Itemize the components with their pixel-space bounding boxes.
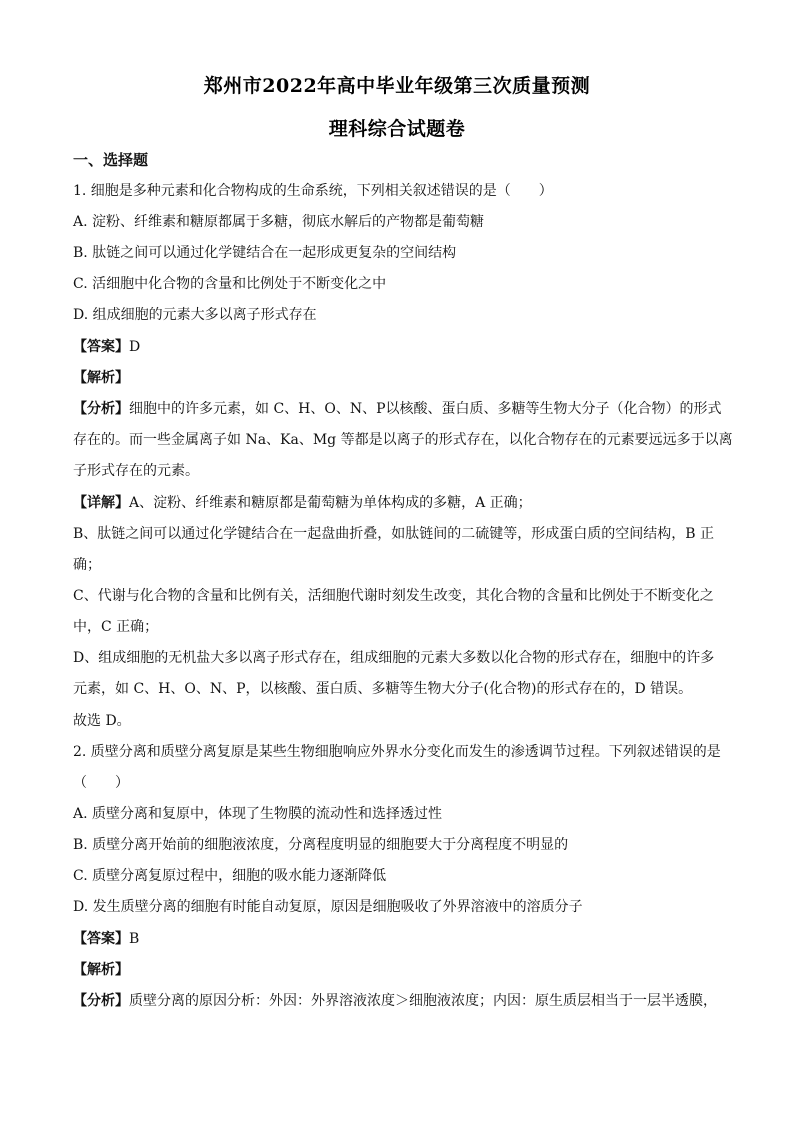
- exam-title: 郑州市2022年高中毕业年级第三次质量预测: [203, 75, 591, 97]
- question-1-stem: 1. 细胞是多种元素和化合物构成的生命系统，下列相关叙述错误的是（ ）: [73, 183, 553, 199]
- question-1-detail-line: B、肽链之间可以通过化学键结合在一起盘曲折叠，如肽链间的二硫键等，形成蛋白质的空间结构，B 正: [73, 526, 715, 542]
- question-1-analysis-tag: [73, 368, 129, 388]
- question-1-detail-line: 确；: [73, 557, 101, 573]
- question-1-detail-line: D、组成细胞的无机盐大多以离子形式存在，组成细胞的元素大多数以化合物的形式存在，细胞中的许多: [73, 650, 715, 666]
- question-1-option-d: D. 组成细胞的元素大多以离子形式存在: [73, 307, 317, 323]
- section-heading: 一、选择题: [73, 151, 149, 169]
- fenxi-text: 质壁分离的原因分析：外因：外界溶液浓度＞细胞液浓度；内因：原生质层相当于一层半透膜，: [129, 993, 717, 1009]
- answer-tag: 【答案】: [73, 339, 129, 355]
- question-2-option-d: D. 发生质壁分离的细胞有时能自动复原，原因是细胞吸收了外界溶液中的溶质分子: [73, 899, 583, 915]
- answer-value: B: [129, 931, 140, 947]
- answer-tag: 【答案】: [73, 931, 129, 947]
- question-2-analysis-tag: [73, 960, 129, 980]
- question-2-option-a: A. 质壁分离和复原中，体现了生物膜的流动性和选择透过性: [73, 806, 443, 822]
- question-1-detail-line: 故选 D。: [73, 713, 131, 729]
- exam-subtitle: 理科综合试题卷: [328, 118, 466, 140]
- fenxi-text: 细胞中的许多元素，如 C、H、O、N、P以核酸、蛋白质、多糖等生物大分子（化合物）的形式: [129, 401, 722, 417]
- question-1-option-c: C. 活细胞中化合物的含量和比例处于不断变化之中: [73, 276, 387, 292]
- question-1-detail-line: 中，C 正确；: [73, 619, 159, 635]
- detail-text: A、淀粉、纤维素和糖原都是葡萄糖为单体构成的多糖，A 正确；: [129, 495, 532, 511]
- question-1-detail-line: [73, 493, 532, 513]
- analysis-tag: 【解析】: [73, 962, 129, 978]
- answer-value: D: [129, 339, 141, 355]
- question-2-answer: [73, 929, 139, 949]
- question-1-detail-line: C、代谢与化合物的含量和比例有关，活细胞代谢时刻发生改变，其化合物的含量和比例处于不断变化之: [73, 588, 714, 604]
- question-2-option-b: B. 质壁分离开始前的细胞液浓度，分离程度明显的细胞要大于分离程度不明显的: [73, 837, 569, 853]
- question-1-fenxi-line: 子形式存在的元素。: [73, 463, 199, 479]
- detail-tag: 【详解】: [73, 495, 129, 511]
- question-2-option-c: C. 质壁分离复原过程中，细胞的吸水能力逐渐降低: [73, 868, 387, 884]
- question-1-answer: [73, 337, 140, 357]
- question-1-option-b: B. 肽链之间可以通过化学键结合在一起形成更复杂的空间结构: [73, 245, 457, 261]
- question-2-stem: （ ）: [73, 775, 129, 791]
- question-2-fenxi-line: [73, 991, 717, 1011]
- question-1-option-a: A. 淀粉、纤维素和糖原都属于多糖，彻底水解后的产物都是葡萄糖: [73, 214, 485, 230]
- question-1-fenxi-line: 存在的。而一些金属离子如 Na、Ka、Mg 等都是以离子的形式存在，以化合物存在的元素要远远多于以离: [73, 432, 733, 448]
- fenxi-tag: 【分析】: [73, 993, 129, 1009]
- question-2-stem: 2. 质壁分离和质壁分离复原是某些生物细胞响应外界水分变化而发生的渗透调节过程。下列叙述错误的是: [73, 744, 721, 760]
- question-1-fenxi-line: [73, 399, 722, 419]
- question-1-detail-line: 元素，如 C、H、O、N、P，以核酸、蛋白质、多糖等生物大分子(化合物)的形式存在的，D 错误。: [73, 681, 693, 697]
- analysis-tag: 【解析】: [73, 370, 129, 386]
- fenxi-tag: 【分析】: [73, 401, 129, 417]
